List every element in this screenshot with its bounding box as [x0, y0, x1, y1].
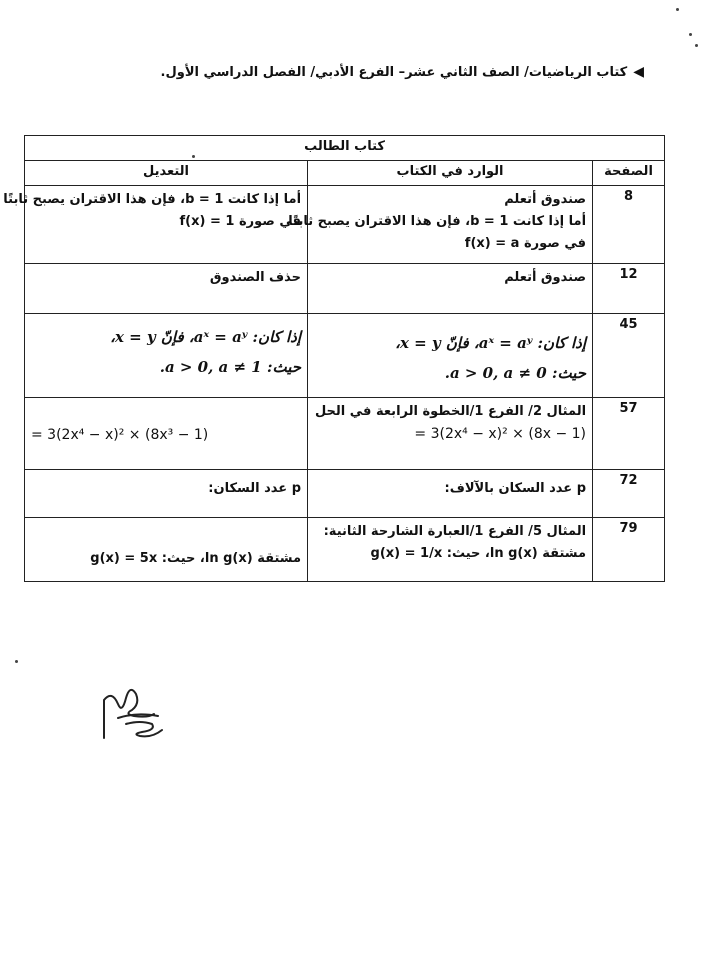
page-number: 12	[593, 264, 665, 314]
original-line: المثال 5/ الفرع 1/العبارة الشارحة الثانية:	[323, 524, 587, 539]
correction-line: = 3(2x⁴ − x)² × (8x³ − 1)	[31, 427, 209, 443]
correction-cell	[25, 518, 308, 582]
correction-line: أما إذا كانت b = 1، فإن هذا الاقتران يصبح ثابتًا	[3, 192, 302, 207]
page-number: 72	[593, 470, 665, 518]
handwritten-signature-icon	[96, 678, 168, 744]
column-header-original: الوارد في الكتاب	[308, 161, 593, 186]
correction-line: إذا كان: aˣ = aʸ، فإنّ x = y،	[110, 328, 302, 346]
original-cell	[308, 470, 593, 518]
correction-line: مشتقة ln g(x)، حيث: g(x) = 5x	[90, 551, 302, 566]
correction-cell	[3, 186, 308, 264]
table-row	[25, 186, 665, 264]
correction-cell	[25, 470, 308, 518]
correction-line: في صورة f(x) = 1	[179, 214, 302, 229]
original-cell	[308, 314, 593, 398]
table-row	[25, 264, 665, 314]
correction-line: p عدد السكان:	[208, 481, 302, 496]
original-cell	[288, 186, 593, 264]
original-line: في صورة f(x) = a	[464, 236, 587, 251]
column-header-correction: التعديل	[25, 161, 308, 186]
correction-line: حيث: a > 0, a ≠ 1.	[159, 358, 302, 376]
table-row	[25, 398, 665, 470]
original-line: حيث: a > 0, a ≠ 0.	[444, 364, 587, 382]
original-cell	[308, 518, 593, 582]
header-title: كتاب الرياضيات/ الصف الثاني عشر– الفرع الأدبي/ الفصل الدراسي الأول.	[160, 64, 628, 80]
original-line: أما إذا كانت b = 1، فإن هذا الاقتران يصبح ثابتًا	[288, 214, 587, 229]
original-line: صندوق أتعلم	[504, 192, 587, 207]
original-line: صندوق أتعلم	[504, 270, 587, 285]
original-cell	[308, 264, 593, 314]
table-row	[25, 470, 665, 518]
correction-cell	[25, 314, 308, 398]
left-triangle-icon: ◀	[633, 64, 644, 80]
page-number: 79	[593, 518, 665, 582]
original-line: مشتقة ln g(x)، حيث: g(x) = 1/x	[370, 546, 587, 561]
original-cell	[308, 398, 593, 470]
page-number: 57	[593, 398, 665, 470]
table-caption: كتاب الطالب	[25, 136, 665, 161]
page-number: 45	[593, 314, 665, 398]
correction-line: حذف الصندوق	[209, 270, 302, 285]
table-row	[25, 518, 665, 582]
original-line: المثال 2/ الفرع 1/الخطوة الرابعة في الحل	[314, 404, 587, 419]
column-header-page: الصفحة	[593, 161, 665, 186]
table-row	[25, 314, 665, 398]
original-line: = 3(2x⁴ − x)² × (8x − 1)	[414, 426, 587, 442]
page-header	[161, 64, 644, 80]
page-number: 8	[593, 186, 665, 264]
correction-cell	[25, 398, 308, 470]
errata-table	[3, 135, 665, 582]
correction-cell	[25, 264, 308, 314]
original-line: إذا كان: aˣ = aʸ، فإنّ x = y،	[395, 334, 587, 352]
original-line: p عدد السكان بالآلاف:	[444, 481, 587, 496]
